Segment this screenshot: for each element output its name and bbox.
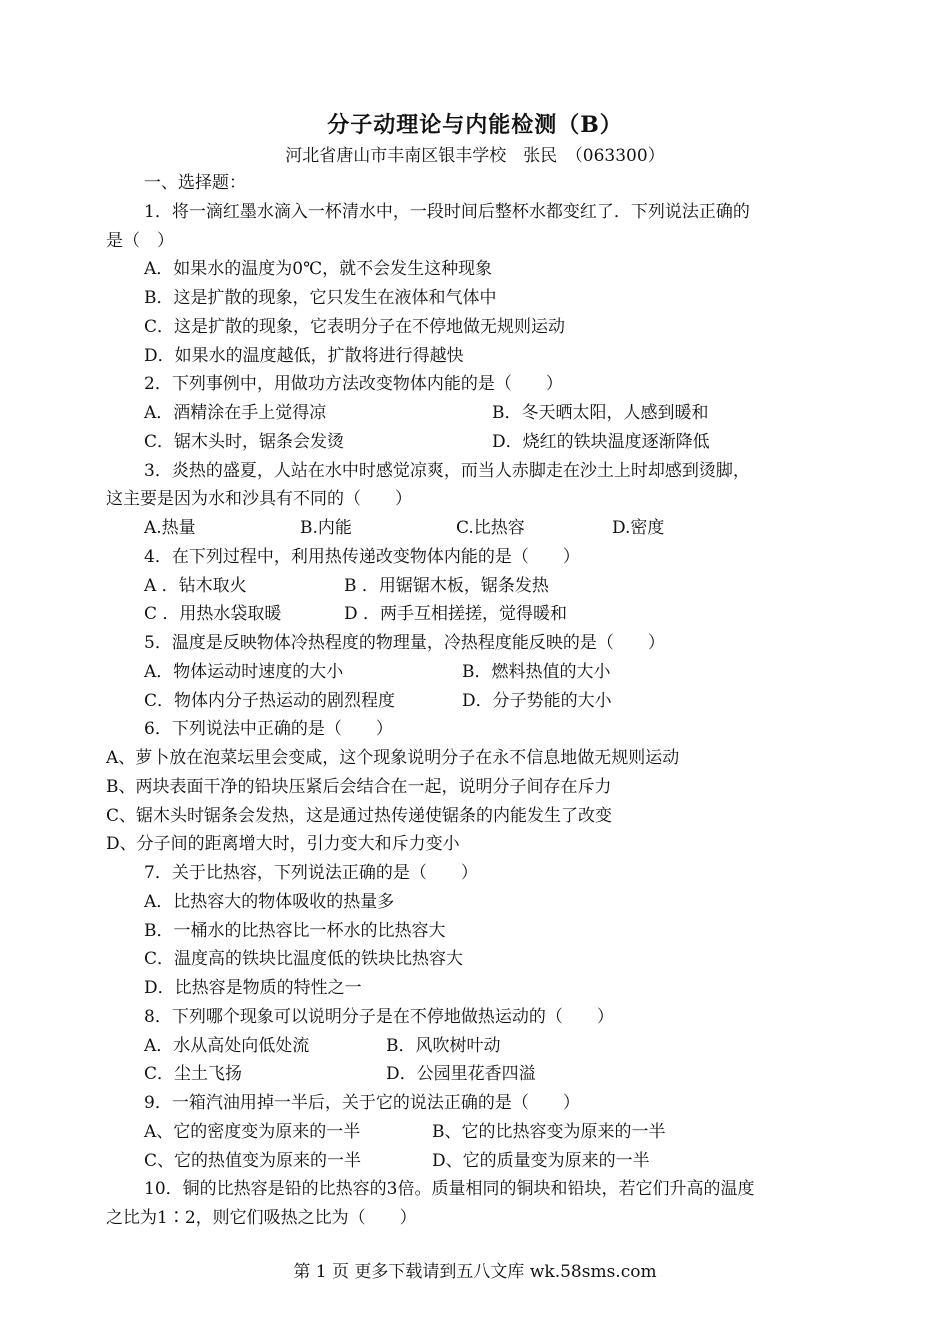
question-7-option-d: D．比热容是物质的特性之一 bbox=[144, 978, 362, 998]
page-title: 分子动理论与内能检测（B） bbox=[327, 112, 623, 138]
question-7-option-b: B．一桶水的比热容比一杯水的比热容大 bbox=[144, 920, 446, 941]
question-1-stem-cont: 是（ ） bbox=[106, 230, 174, 251]
section-heading: 一、选择题： bbox=[144, 173, 246, 193]
question-2-options-row-2 bbox=[106, 428, 850, 457]
question-5-options-row-2 bbox=[106, 687, 850, 716]
question-8-option-c: C．尘土飞扬 bbox=[144, 1064, 243, 1085]
question-4-option-d: D ．两手互相搓搓，觉得暖和 bbox=[344, 604, 568, 625]
question-2-option-b: B．冬天晒太阳，人感到暖和 bbox=[492, 403, 709, 423]
question-9-options-row-1 bbox=[106, 1118, 850, 1147]
author-line: 河北省唐山市丰南区银丰学校 张民 （063300） bbox=[285, 146, 665, 166]
question-8-option-a: A．水从高处向低处流 bbox=[144, 1035, 310, 1056]
question-10-stem-cont: 之比为1∶2，则它们吸热之比为（ ） bbox=[106, 1208, 417, 1228]
question-3-stem: 3．炎热的盛夏，人站在水中时感觉凉爽，而当人赤脚走在沙土上时却感到烫脚， bbox=[144, 460, 750, 481]
question-3-options-row bbox=[106, 514, 850, 543]
question-10-stem: 10．铜的比热容是铅的比热容的3倍。质量相同的铜块和铅块，若它们升高的温度 bbox=[144, 1179, 755, 1200]
question-4-option-a: A ．钻木取火 bbox=[144, 575, 247, 596]
question-4-stem: 4．在下列过程中，利用热传递改变物体内能的是（ ） bbox=[144, 546, 580, 567]
question-7-option-c: C．温度高的铁块比温度低的铁块比热容大 bbox=[144, 949, 464, 970]
question-4-option-c: C ．用热水袋取暖 bbox=[144, 604, 282, 625]
question-2-option-a: A．酒精涂在手上觉得凉 bbox=[144, 403, 327, 423]
question-1-option-d: D．如果水的温度越低，扩散将进行得越快 bbox=[144, 345, 464, 366]
question-2-option-c: C．锯木头时，锯条会发烫 bbox=[144, 431, 345, 452]
question-3-option-a: A.热量 bbox=[144, 518, 196, 538]
question-3-option-b: B.内能 bbox=[300, 518, 352, 538]
question-8-options-row-2 bbox=[106, 1060, 850, 1089]
question-9-option-b: B、它的比热容变为原来的一半 bbox=[432, 1121, 666, 1142]
question-8-option-d: D．公园里花香四溢 bbox=[386, 1064, 536, 1085]
question-4-options-row-2 bbox=[106, 600, 850, 629]
question-6-stem: 6．下列说法中正确的是（ ） bbox=[144, 719, 393, 740]
question-5-options-row-1 bbox=[106, 658, 850, 687]
question-9-options-row-2 bbox=[106, 1147, 850, 1176]
question-1-option-b: B．这是扩散的现象，它只发生在液体和气体中 bbox=[144, 288, 497, 308]
question-1-option-a: A．如果水的温度为0℃，就不会发生这种现象 bbox=[144, 259, 493, 280]
question-9-option-d: D、它的质量变为原来的一半 bbox=[432, 1150, 650, 1171]
question-5-stem: 5．温度是反映物体冷热程度的物理量，冷热程度能反映的是（ ） bbox=[144, 633, 665, 653]
question-2-options-row-1 bbox=[106, 399, 850, 428]
question-3-option-c: C.比热容 bbox=[456, 518, 525, 538]
question-8-stem: 8．下列哪个现象可以说明分子是在不停地做热运动的（ ） bbox=[144, 1006, 614, 1027]
question-5-option-b: B．燃料热值的大小 bbox=[462, 661, 611, 682]
question-3-stem-cont: 这主要是因为水和沙具有不同的（ ） bbox=[106, 489, 412, 510]
question-4-options-row-1 bbox=[106, 572, 850, 601]
question-8-options-row-1 bbox=[106, 1032, 850, 1061]
question-6-option-a: A、萝卜放在泡菜坛里会变咸，这个现象说明分子在永不信息地做无规则运动 bbox=[106, 748, 680, 768]
question-3-option-d: D.密度 bbox=[612, 518, 665, 538]
question-7-stem: 7．关于比热容，下列说法正确的是（ ） bbox=[144, 863, 478, 883]
question-5-option-d: D．分子势能的大小 bbox=[462, 690, 612, 711]
question-6-option-b: B、两块表面干净的铅块压紧后会结合在一起，说明分子间存在斥力 bbox=[106, 776, 612, 797]
question-1-option-c: C．这是扩散的现象，它表明分子在不停地做无规则运动 bbox=[144, 316, 566, 337]
question-2-option-d: D．烧红的铁块温度逐渐降低 bbox=[492, 431, 710, 452]
question-2-stem: 2．下列事例中，用做功方法改变物体内能的是（ ） bbox=[144, 374, 563, 395]
question-6-option-d: D、分子间的距离增大时，引力变大和斥力变小 bbox=[106, 834, 460, 855]
question-9-stem: 9．一箱汽油用掉一半后，关于它的说法正确的是（ ） bbox=[144, 1093, 580, 1113]
question-5-option-c: C．物体内分子热运动的剧烈程度 bbox=[144, 690, 396, 711]
question-7-option-a: A．比热容大的物体吸收的热量多 bbox=[144, 891, 395, 912]
question-list bbox=[106, 169, 850, 1233]
question-5-option-a: A．物体运动时速度的大小 bbox=[144, 661, 344, 682]
question-8-option-b: B．风吹树叶动 bbox=[386, 1035, 501, 1056]
question-9-option-c: C、它的热值变为原来的一半 bbox=[144, 1150, 362, 1171]
question-1-stem: 1．将一滴红墨水滴入一杯清水中，一段时间后整杯水都变红了．下列说法正确的 bbox=[144, 201, 750, 222]
question-9-option-a: A、它的密度变为原来的一半 bbox=[144, 1121, 361, 1142]
page-footer: 第 1 页 更多下载请到五八文库 wk.58sms.com bbox=[293, 1262, 657, 1282]
question-4-option-b: B ．用锯锯木板，锯条发热 bbox=[344, 575, 549, 596]
question-6-option-c: C、锯木头时锯条会发热，这是通过热传递使锯条的内能发生了改变 bbox=[106, 805, 613, 826]
